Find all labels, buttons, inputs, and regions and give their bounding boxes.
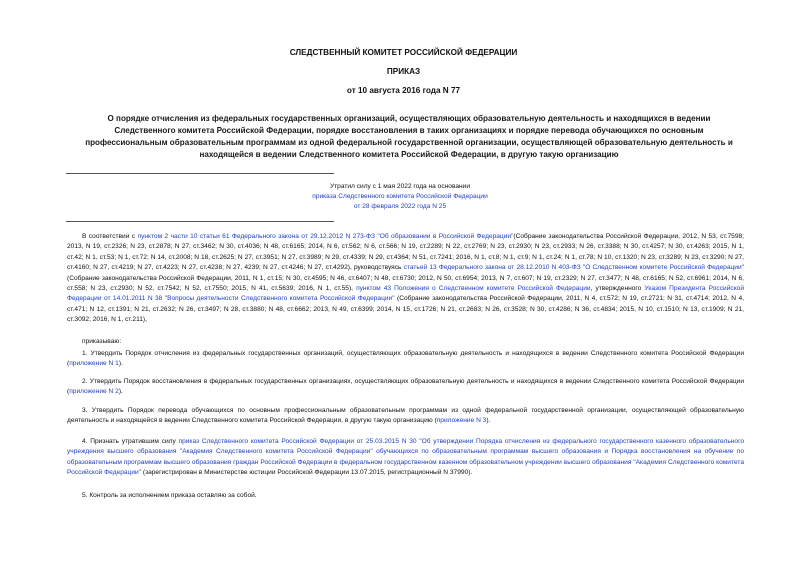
validity-note bbox=[250, 182, 550, 212]
issuing-organization: СЛЕДСТВЕННЫЙ КОМИТЕТ РОССИЙСКОЙ ФЕДЕРАЦИИ bbox=[289, 48, 518, 57]
regulation-link[interactable]: пунктом 43 Положения о Следственном комитете Российской Федерации bbox=[356, 285, 591, 293]
document-date: от 10 августа 2016 года N 77 bbox=[346, 86, 461, 95]
item-text: 3. Утвердить Порядок перевода обучающихся по основным профессиональным образовательным программам из одной федеральной государственной организации, осуществляющей образовательную деятельность и находящейся в ведении Следственного комитета Российской Федерации, в другую такую организацию ( bbox=[67, 407, 744, 425]
divider-top bbox=[66, 173, 334, 174]
repeal-order-date-link[interactable]: от 28 февраля 2022 года N 25 bbox=[353, 203, 447, 210]
item-text: 4. Признать утратившим силу bbox=[82, 438, 179, 445]
divider-bottom bbox=[66, 221, 334, 222]
item-text: 2. Утвердить Порядок восстановления в федеральных государственных организациях, осуществляющих образовательную деятельность и находящихся в ведении Следственного комитета Российской Федерации ( bbox=[67, 378, 744, 396]
item-text: ). bbox=[118, 360, 123, 368]
order-item-4 bbox=[67, 437, 744, 479]
appendix-1-link[interactable]: приложение N 1 bbox=[69, 360, 119, 368]
preamble-text: (Собрание законодательства Российской Федерации, 2012, N 53, ст.7598; 2013, N 19, ст.2326; N 23, ст.2878; N 27, ст.3462; N 30, ст.4036; N 48, ст.6165; 2014, N 6, ст.562; N 6, ст.566; N 19, ст.2289; N 22, ст.2769; N 23, ст.2930; N 23, ст.2933; N 26, ст.3388; N 30, ст.4257; N 30, ст.4263; 2015, N 1, ст.42; N 1, ст.53; N 1, ст.72; N 14, ст.2008; N 18, ст.2625; N 27, ст.3951; N 27, ст.3989; N 29, ст.4339; N 29, ст.4364; N 51, ст.7241; 2016, N 1, ст.8; N 1, ст.9; N 1, ст.24; N 1, ст.78; N 10, ст.1320; N 23, ст.3289; N 23, ст.3290; N 27, ст.4160; N 27, ст.4219; N 27, ст.4223; N 27, ст.4238; N 27, 4239; N 27, ст.4246; N 27, ст.4292), руководствуясь bbox=[67, 233, 744, 272]
item-text: 1. Утвердить Порядок отчисления из федеральных государственных организаций, осуществляющих образовательную деятельность и находящихся в ведении Следственного комитета Российской Федерации ( bbox=[67, 350, 744, 368]
preamble-text: (Собрание законодательства Российской Федерации, 2011, N 4, ст.572; N 19, ст.2721; N 31, ст.4714; 2012, N 4, ст.471; N 12, ст.1391; N 21, ст.2632; N 26, ст.3497; N 28, ст.3880; N 48, ст.6662; 2013, N 49, ст.6399; 2014, N 15, ст.1726; N 21, ст.2683; N 26, ст.3528; N 30, ст.4286; N 36, ст.4834; 2015, N 10, ст.1510; N 13, ст.1909; N 21, ст.3092; 2016, N 1, ст.211), bbox=[67, 295, 744, 324]
presidential-decree-link[interactable]: Указом Президента Российской Федерации от 14.01.2011 N 38 "Вопросы деятельности Следственного комитета Российской Федерации" bbox=[67, 285, 745, 303]
document-type: ПРИКАЗ bbox=[386, 67, 421, 76]
appendix-2-link[interactable]: приложение N 2 bbox=[69, 388, 119, 396]
law-273-link[interactable]: пунктом 2 части 10 статьи 61 Федерального закона от 29.12.2012 N 273-ФЗ "Об образовании в Российской Федерации" bbox=[137, 233, 514, 240]
preamble-text: В соответствии с bbox=[82, 233, 138, 240]
validity-note-text: Утратил силу с 1 мая 2022 года на основании bbox=[329, 183, 471, 190]
preamble-text: (Собрание законодательства Российской Федерации, 2011, N 1, ст.15; N 30, ст.4595; N 46, ст.6407; N 48, ст.6730; 2012, N 50, ст.6954; 2013, N 7, ст.607; N 19, ст.2329; N 27, ст.3477; N 48, ст.6165; N 52, ст.6961; 2014, N 6, ст.558; N 23, ст.2930; N 52, ст.7542; N 52, ст.7550; 2015, N 41, ст.5639; 2016, N 1, ст.55), bbox=[67, 274, 744, 293]
document-title: О порядке отчисления из федеральных государственных организаций, осуществляющих образовательную деятельность и находящихся в ведении Следственного комитета Российской Федерации, порядке восстановления в таких организациях и порядке перевода обучающихся по основным профессиональным образовательным программам из одной федеральной государственной организации, осуществляющей образовательную деятельность и находящейся в ведении Следственного комитета Российской Федерации, в другую такую организацию bbox=[85, 114, 733, 159]
order-item-2 bbox=[67, 377, 744, 398]
item-text: ). bbox=[118, 388, 123, 396]
preamble-paragraph bbox=[67, 232, 744, 326]
repeal-order-link[interactable]: приказа Следственного комитета Российской Федерации bbox=[312, 193, 488, 200]
order-item-5: 5. Контроль за исполнением приказа оставляю за собой. bbox=[82, 492, 257, 499]
item-text: (зарегистрирован в Министерстве юстиции Российской Федерации 13.07.2015, регистрационный N 37990). bbox=[141, 469, 473, 477]
order-word: приказываю: bbox=[82, 338, 122, 345]
item-text: ). bbox=[486, 417, 491, 425]
law-403-link[interactable]: статьей 13 Федерального закона от 28.12.2010 N 403-ФЗ "О Следственном комитете Российской Федерации" bbox=[403, 264, 744, 272]
preamble-text: , утвержденного bbox=[590, 285, 645, 293]
repealed-order-link[interactable]: приказ Следственного комитета Российской Федерации от 25.03.2015 N 30 "Об утверждении Порядка отчисления из федерального государственного казенного образовательного учреждения высшего образования "Академия Следственного комитета Российской Федерации" обучающихся по образовательным программам высшего образования и Порядка восстановления на обучение по образовательным программам высшего образования граждан Российской Федерации в федеральном государственном казенном образовательном учреждении высшего образования "Академия Следственного комитета Российской Федерации" bbox=[67, 438, 745, 477]
order-item-3 bbox=[67, 406, 744, 427]
appendix-3-link[interactable]: приложение N 3 bbox=[436, 417, 487, 425]
order-item-1 bbox=[67, 349, 744, 370]
